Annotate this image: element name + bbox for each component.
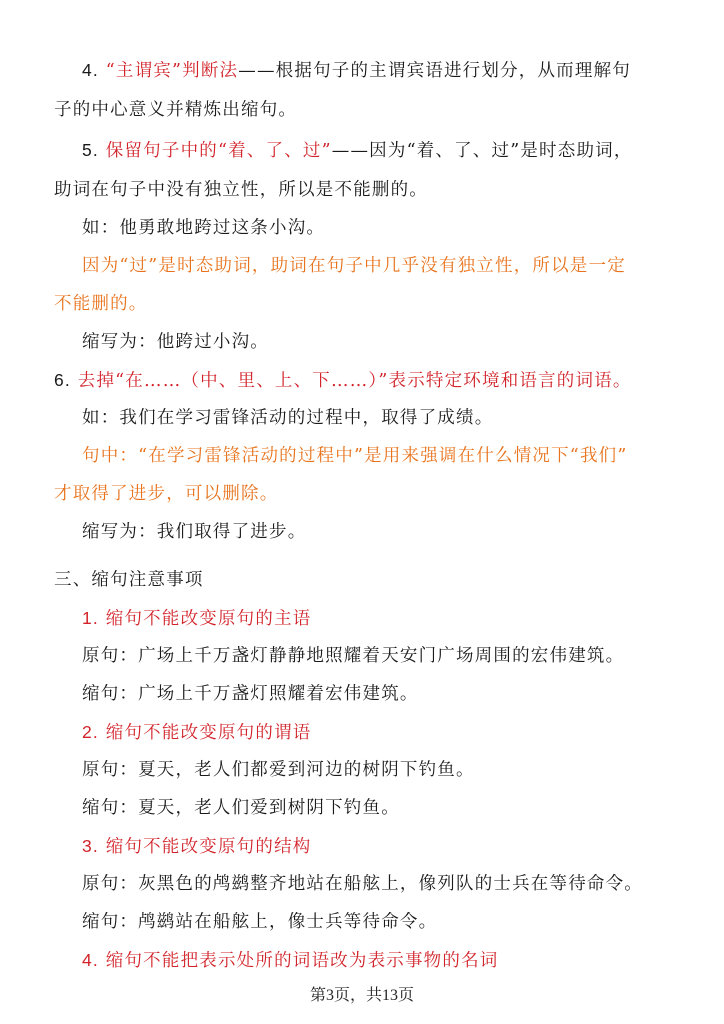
item-text: ——因为“着、了、过”是时态助词， xyxy=(331,141,633,161)
result-line: 缩写为：他跨过小沟。 xyxy=(82,332,269,352)
rule-1-short: 缩句：广场上千万盏灯照耀着宏伟建筑。 xyxy=(82,684,419,704)
example-line: 如：他勇敢地跨过这条小沟。 xyxy=(82,218,326,238)
rule-title: 缩句不能改变原句的结构 xyxy=(105,837,312,857)
note-line2: 不能删的。 xyxy=(54,294,148,314)
rule-title: 缩句不能改变原句的主语 xyxy=(105,609,312,629)
rule-2-short: 缩句：夏天，老人们爱到树阴下钓鱼。 xyxy=(82,798,400,818)
rule-number: 2. xyxy=(82,722,99,742)
result-line: 缩写为：我们取得了进步。 xyxy=(82,522,307,542)
rule-1-original: 原句：广场上千万盏灯静静地照耀着天安门广场周围的宏伟建筑。 xyxy=(82,646,625,666)
item-number: 6. xyxy=(54,370,71,390)
page-footer: 第3页，共13页 xyxy=(309,987,414,1004)
note-line1: 因为“过”是时态助词，助词在句子中几乎没有独立性，所以是一定 xyxy=(82,256,626,276)
rule-number: 3. xyxy=(82,836,99,856)
item-title: 保留句子中的“着、了、过” xyxy=(105,141,332,161)
item-text: ——根据句子的主谓宾语进行划分，从而理解句 xyxy=(238,61,631,81)
item-number: 4. xyxy=(82,60,99,80)
rule-1-title xyxy=(82,606,702,631)
rule-3-short: 缩句：鸬鹚站在船舷上，像士兵等待命令。 xyxy=(82,912,438,932)
item-6-line1 xyxy=(54,368,674,393)
rule-4-title xyxy=(82,948,702,973)
item-title: 去掉“在……（中、里、上、下……）”表示特定环境和语言的词语。 xyxy=(77,371,632,391)
section-heading: 三、缩句注意事项 xyxy=(54,570,204,590)
item-title: “主谓宾”判断法 xyxy=(105,61,239,81)
rule-number: 1. xyxy=(82,608,99,628)
note-line2: 才取得了进步，可以删除。 xyxy=(54,484,279,504)
rule-2-title xyxy=(82,720,702,745)
item-5-line1 xyxy=(82,138,702,163)
rule-3-title xyxy=(82,834,702,859)
item-number: 5. xyxy=(82,140,99,160)
rule-2-original: 原句：夏天，老人们都爱到河边的树阴下钓鱼。 xyxy=(82,760,475,780)
rule-title: 缩句不能改变原句的谓语 xyxy=(105,723,312,743)
item-5-line2: 助词在句子中没有独立性，所以是不能删的。 xyxy=(54,180,428,200)
rule-3-original: 原句：灰黑色的鸬鹚整齐地站在船舷上，像列队的士兵在等待命令。 xyxy=(82,874,643,894)
example-line: 如：我们在学习雷锋活动的过程中，取得了成绩。 xyxy=(82,408,494,428)
rule-number: 4. xyxy=(82,950,99,970)
note-line1: 句中：“在学习雷锋活动的过程中”是用来强调在什么情况下“我们” xyxy=(82,446,628,466)
item-4-line1 xyxy=(82,58,702,83)
item-4-line2: 子的中心意义并精炼出缩句。 xyxy=(54,100,298,120)
rule-title: 缩句不能把表示处所的词语改为表示事物的名词 xyxy=(105,951,499,971)
